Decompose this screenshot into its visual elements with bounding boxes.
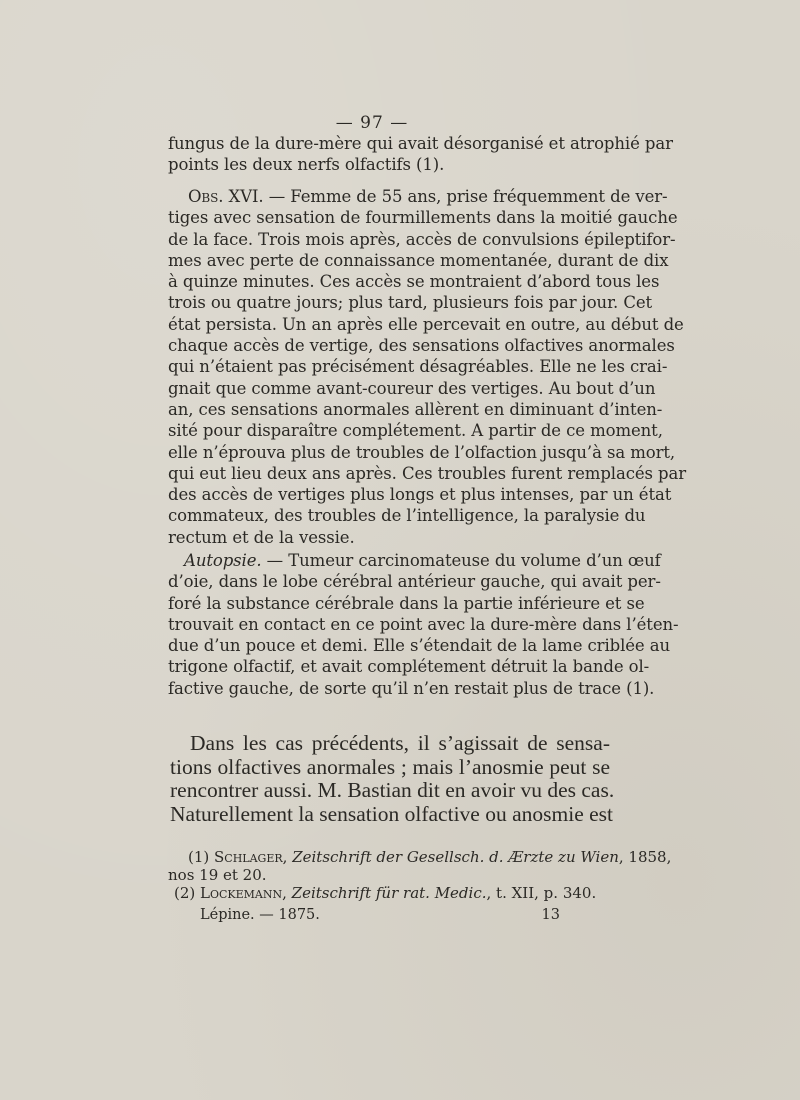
main-paragraph	[170, 731, 615, 826]
text-line: due d’un pouce et demi. Elle s’étendait de la lame criblée au	[168, 636, 671, 656]
autopsy-first-text: — Tumeur carcinomateuse du volume d’un œuf	[261, 551, 661, 570]
page-number: — 97 —	[335, 113, 409, 133]
footnote-marker: (1)	[188, 848, 215, 866]
text-line: points les deux nerfs olfactifs (1).	[168, 155, 445, 175]
text-line: d’oie, dans le lobe cérébral antérieur gauche, qui avait per-	[168, 572, 661, 592]
footnote-marker: (2)	[174, 884, 201, 902]
autopsy-label: Autopsie.	[184, 551, 262, 570]
text-line: état persista. Un an après elle percevait en outre, au début de	[168, 314, 684, 334]
text-line: trois ou quatre jours; plus tard, plusieurs fois par jour. Cet	[168, 293, 653, 313]
text-line: chaque accès de vertige, des sensations olfactives anormales	[168, 336, 675, 356]
footnotes	[168, 848, 672, 902]
text-line: trigone olfactif, et avait complétement détruit la bande ol-	[168, 657, 650, 677]
text-line: à quinze minutes. Ces accès se montraient d’abord tous les	[168, 272, 660, 292]
footnote-author: Lockemann	[200, 884, 283, 902]
footnote-title: Zeitschrift der Gesellsch. d. Ærzte zu Wien	[292, 848, 619, 866]
text-line: gnait que comme avant-coureur des vertiges. Au bout d’un	[168, 378, 656, 398]
text-line: tions olfactives anormales ; mais l’anosmie peut se	[170, 754, 610, 779]
footnote-details: , t. XII, p. 340.	[486, 884, 597, 902]
footnote-author: Schlager	[214, 848, 283, 866]
text-line: fungus de la dure-mère qui avait désorganisé et atrophié par	[168, 134, 673, 153]
footnote-1	[168, 848, 672, 866]
text-line: mes avec perte de connaissance momentanée, durant de dix	[168, 250, 669, 270]
signature-text: Lépine. — 1875.	[200, 907, 320, 923]
text-line: Dans les cas précédents, il s’agissait de sensa-	[190, 731, 610, 755]
footnote-2	[168, 884, 618, 902]
observation-first-text: — Femme de 55 ans, prise fréquemment de ver-	[263, 187, 668, 206]
observation-label: Obs. XVI.	[188, 187, 264, 206]
text-line: factive gauche, de sorte qu’il n’en restait plus de trace (1).	[168, 678, 655, 698]
autopsy-first-line	[168, 550, 661, 571]
text-line: de la face. Trois mois après, accès de convulsions épileptifor-	[168, 229, 676, 249]
text-line: foré la substance cérébrale dans la partie inférieure et se	[168, 593, 645, 613]
footnote-separator: ,	[282, 848, 293, 866]
footnote-1-continued: nos 19 et 20.	[168, 866, 267, 884]
text-line: tiges avec sensation de fourmillements dans la moitié gauche	[168, 208, 678, 228]
text-line: des accès de vertiges plus longs et plus intenses, par un état	[168, 485, 672, 505]
footnote-title: Zeitschrift für rat. Medic.	[291, 884, 487, 902]
text-line: qui n’étaient pas précisément désagréables. Elle ne les crai-	[168, 357, 668, 377]
footnote-separator: ,	[282, 884, 292, 902]
intro-paragraph	[168, 133, 673, 176]
observation-first-line	[168, 186, 668, 207]
text-line: rectum et de la vessie.	[168, 527, 355, 547]
text-line: commateux, des troubles de l’intelligence, la paralysie du	[168, 506, 646, 526]
text-line: sité pour disparaître complétement. A partir de ce moment,	[168, 421, 663, 441]
text-line: elle n’éprouva plus de troubles de l’olfaction jusqu’à sa mort,	[168, 442, 676, 462]
observation-paragraph	[168, 186, 687, 548]
text-line: an, ces sensations anormales allèrent en diminuant d’inten-	[168, 399, 663, 419]
text-line: Naturellement la sensation olfactive ou anosmie est	[170, 801, 613, 826]
signature-number: 13	[541, 907, 560, 923]
text-line: trouvait en contact en ce point avec la dure-mère dans l’éten-	[168, 614, 679, 634]
text-line: rencontrer aussi. M. Bastian dit en avoir vu des cas.	[170, 778, 615, 802]
text-line: qui eut lieu deux ans après. Ces troubles furent remplacés par	[168, 463, 687, 483]
footnote-details: , 1858,	[618, 848, 672, 866]
autopsy-paragraph	[168, 550, 679, 699]
